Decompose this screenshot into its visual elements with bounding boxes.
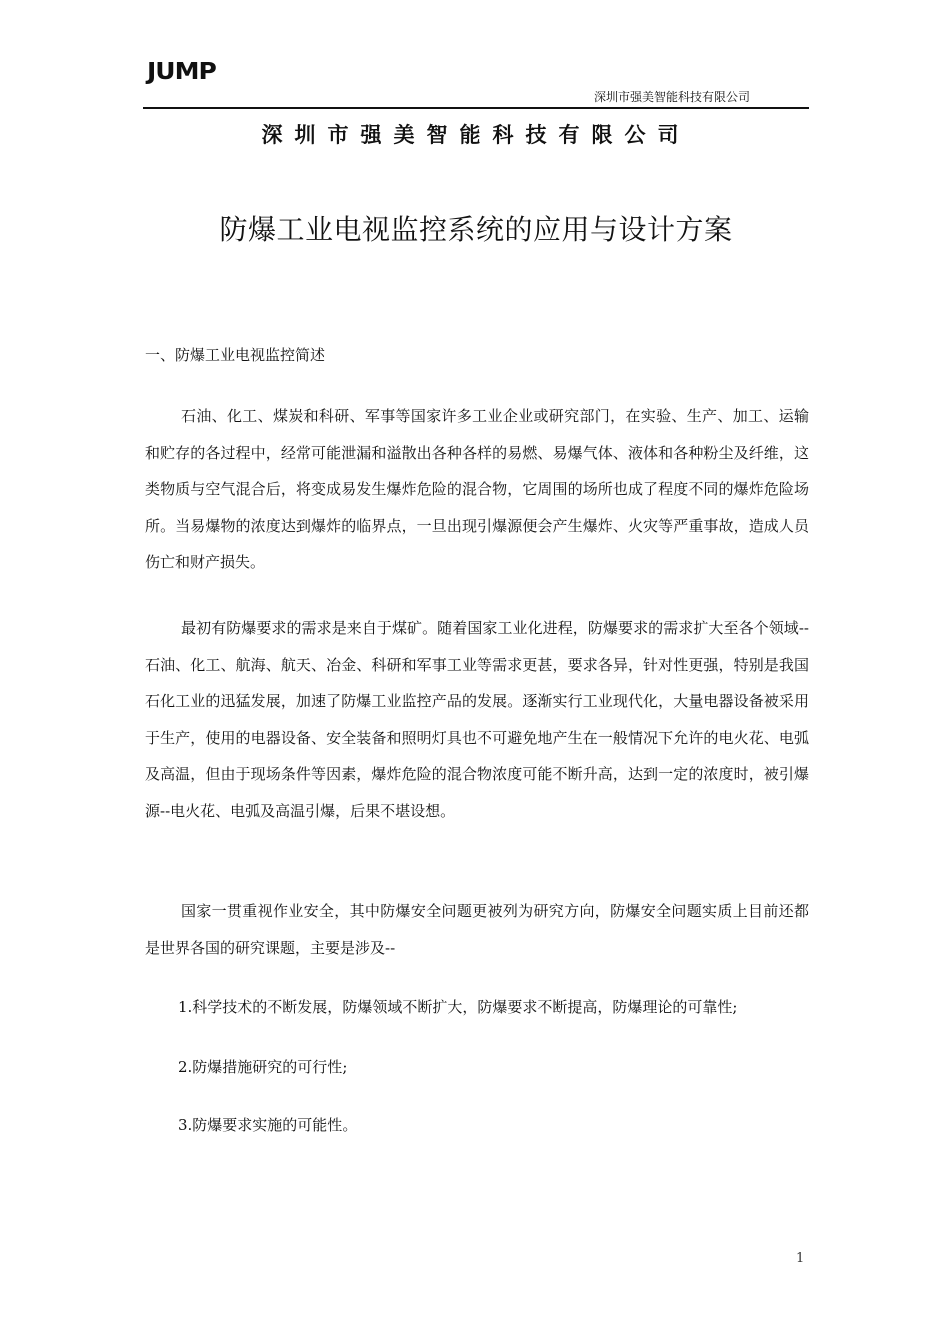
list-item-1: 1.科学技术的不断发展，防爆领域不断扩大，防爆要求不断提高，防爆理论的可靠性; [178, 998, 738, 1016]
company-logo: JUMP [147, 58, 216, 85]
document-title: 防爆工业电视监控系统的应用与设计方案 [219, 213, 733, 246]
list-item-2: 2.防爆措施研究的可行性; [178, 1058, 348, 1076]
list-item-3: 3.防爆要求实施的可能性。 [178, 1116, 358, 1134]
section-heading: 一、防爆工业电视监控简述 [145, 346, 326, 364]
page-number: 1 [796, 1251, 805, 1266]
company-banner: 深圳市强美智能科技有限公司 [261, 123, 691, 147]
header-company-name: 深圳市强美智能科技有限公司 [593, 90, 750, 104]
paragraph-2: 最初有防爆要求的需求是来自于煤矿。随着国家工业化进程，防爆要求的需求扩大至各个领域--石油、化工、航海、航天、冶金、科研和军事工业等需求更甚，要求各异，针对性更强，特别是我国石化工业的迅猛发展，加速了防爆工业监控产品的发展。逐渐实行工业现代化，大量电器设备被采用于生产，使用的电器设备、安全装备和照明灯具也不可避免地产生在一般情况下允许的电火花、电弧及高温，但由于现场条件等因素，爆炸危险的混合物浓度可能不断升高，达到一定的浓度时，被引爆源--电火花、电弧及高温引爆，后果不堪设想。 [145, 619, 809, 820]
header-divider [143, 107, 809, 109]
paragraph-3: 国家一贯重视作业安全，其中防爆安全问题更被列为研究方向，防爆安全问题实质上目前还都是世界各国的研究课题，主要是涉及-- [145, 902, 809, 957]
paragraph-1: 石油、化工、煤炭和科研、军事等国家许多工业企业或研究部门，在实验、生产、加工、运输和贮存的各过程中，经常可能泄漏和溢散出各种各样的易燃、易爆气体、液体和各种粉尘及纤维，这类物质与空气混合后，将变成易发生爆炸危险的混合物，它周围的场所也成了程度不同的爆炸危险场所。当易爆物的浓度达到爆炸的临界点，一旦出现引爆源便会产生爆炸、火灾等严重事故，造成人员伤亡和财产损失。 [145, 407, 809, 571]
